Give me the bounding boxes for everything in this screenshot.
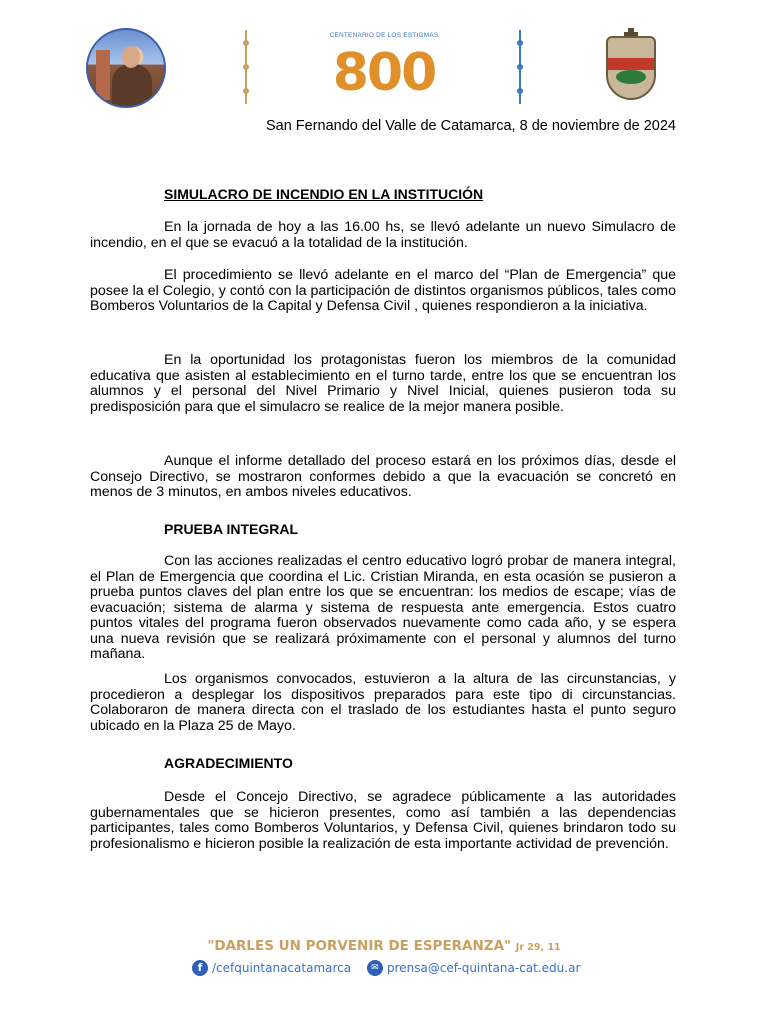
paragraph: Aunque el informe detallado del proceso estará en los próximos días, desde el Consejo Directivo, se mostraron conformes debido a que la evacuación se concretó en menos de 3 minutos, en ambos niveles educativos. (90, 453, 676, 500)
paragraph: Con las acciones realizadas el centro educativo logró probar de manera integral, el Plan de Emergencia que coordina el Lic. Cristian Miranda, en esta ocasión se pusieron a prueba puntos claves del plan entre los que se encuentran: los medios de escape; vías de evacuación; sistema de alarma y sistema de respuesta ante emergencia. Estos cuatro puntos vitales del programa fueron observados nuevamente como cada año, y se espera una nueva revisión que se realizará próximamente con el personal y alumnos del turno mañana. (90, 553, 676, 662)
centenary-logo (326, 32, 442, 106)
paragraph: En la oportunidad los protagonistas fueron los miembros de la comunidad educativa que asisten al establecimiento en el turno tarde, entre los que se encuentran los alumnos y el personal del Nivel Primario y Nivel Inicial, quienes pusieron toda su predisposición para que el simulacro se realice de la mejor manera posible. (90, 352, 676, 415)
document-title: SIMULACRO DE INCENDIO EN LA INSTITUCIÓN (164, 186, 484, 202)
email-icon: ✉ (367, 960, 383, 976)
logo-number: 800 (332, 43, 436, 103)
email-link[interactable]: prensa@cef-quintana-cat.edu.ar (386, 961, 581, 975)
facebook-icon: f (192, 960, 208, 976)
logo-caption: CENTENARIO DE LOS ESTIGMAS (329, 32, 439, 39)
paragraph: Desde el Concejo Directivo, se agradece públicamente a las autoridades gubernamentales que se hicieron presentes, como así también a las dependencias participantes, tales como Bomberos Voluntarios, y Defensa Civil, quienes brindaron todo su profesionalismo e hicieron posible la realización de esta importante actividad de prevención. (90, 789, 676, 852)
paragraph: El procedimiento se llevó adelante en el marco del “Plan de Emergencia” que posee la el Colegio, y contó con la participación de distintos organismos públicos, tales como Bomberos Voluntarios de la Capital y Defensa Civil , quienes respondieron a la iniciativa. (90, 267, 676, 314)
dateline: San Fernando del Valle de Catamarca, 8 de noviembre de 2024 (265, 118, 676, 134)
letterhead (0, 28, 768, 108)
school-crest-image (600, 28, 662, 104)
section-heading-agradecimiento: AGRADECIMIENTO (164, 755, 293, 771)
motto-reference: Jr 29, 11 (515, 942, 561, 953)
section-heading-prueba: PRUEBA INTEGRAL (164, 521, 299, 537)
footer (0, 938, 768, 988)
ornamental-divider (242, 30, 250, 104)
saint-portrait-image (86, 28, 166, 108)
contact-line (192, 960, 580, 976)
motto (0, 938, 768, 954)
paragraph: En la jornada de hoy a las 16.00 hs, se llevó adelante un nuevo Simulacro de incendio, en el que se evacuó a la totalidad de la institución. (90, 219, 676, 251)
facebook-link[interactable]: /cefquintanacatamarca (212, 961, 352, 975)
paragraph: Los organismos convocados, estuvieron a la altura de las circunstancias, y procedieron a desplegar los dispositivos preparados para este tipo di circunstancias. Colaboraron de manera directa con el traslado de los estudiantes hasta el punto seguro ubicado en la Plaza 25 de Mayo. (90, 671, 676, 734)
motto-text: "DARLES UN PORVENIR DE ESPERANZA" (207, 938, 512, 954)
ornamental-divider (516, 30, 524, 104)
